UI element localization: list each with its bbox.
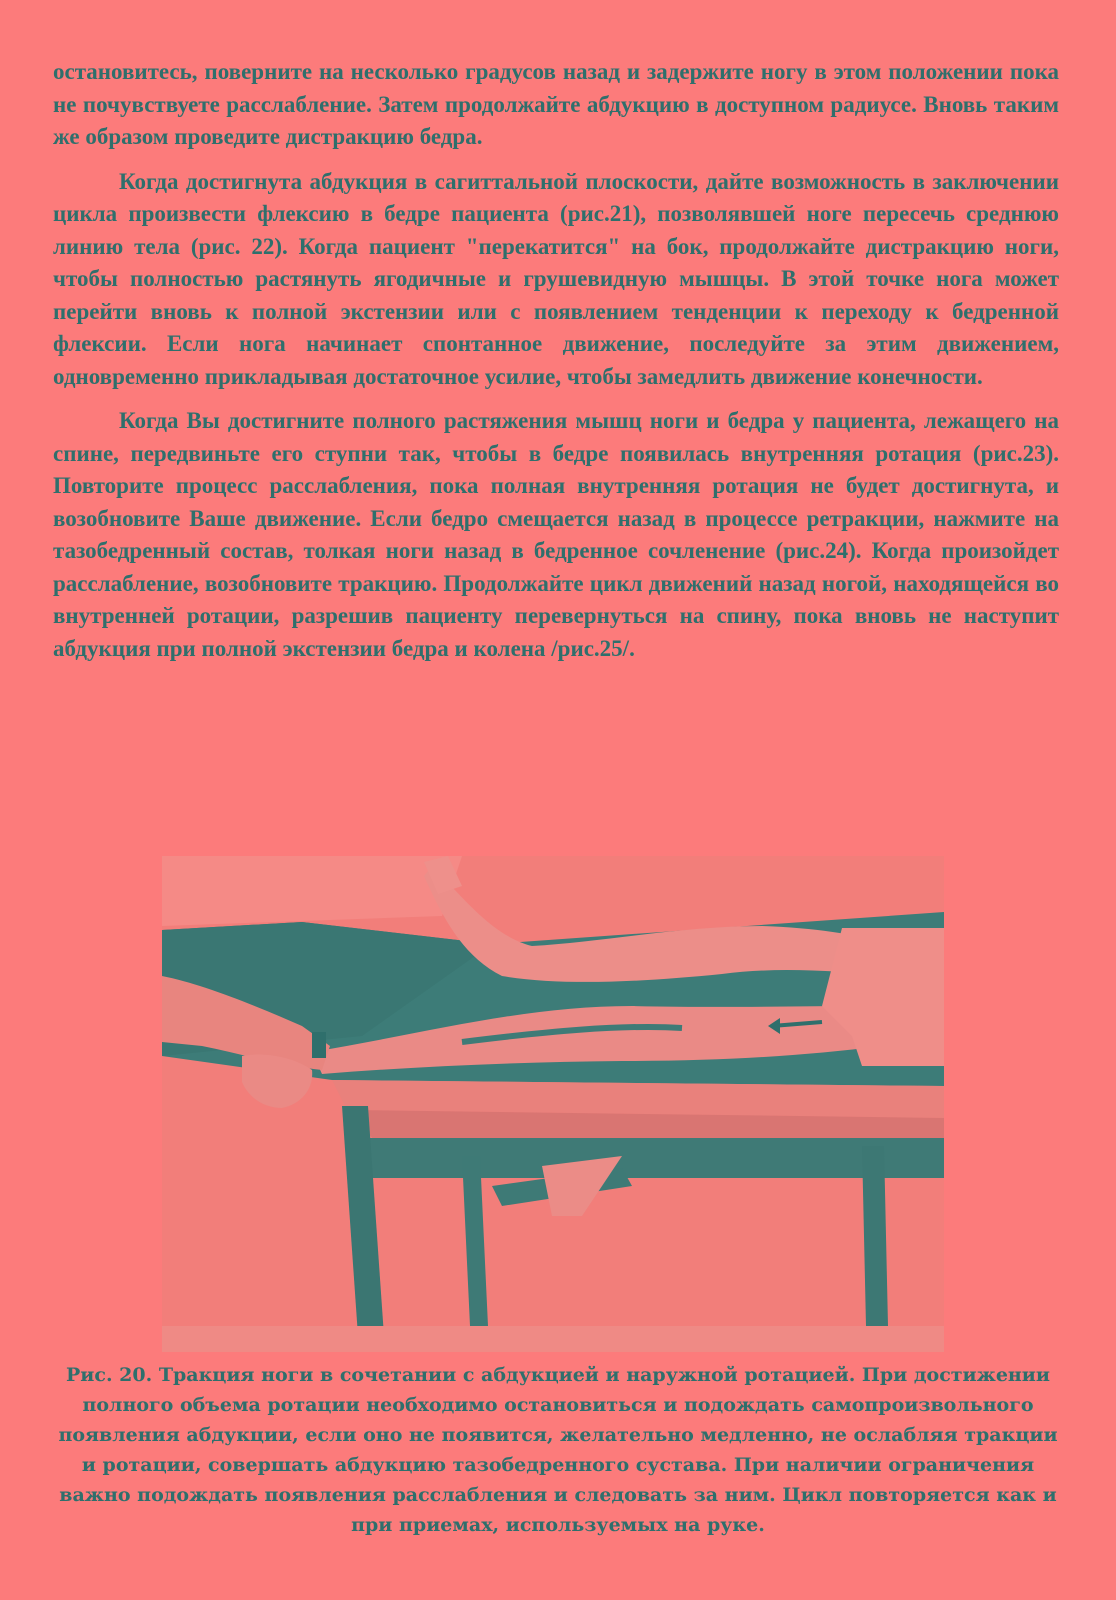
paragraph-3: Когда Вы достигните полного растяжения мышц ноги и бедра у пациента, лежащего на спине, передвиньте его ступни так, чтобы в бедре появилась внутренняя ротация (рис.23). Повторите процесс расслабления, пока полная внутренняя ротация не будет достигнута, и возобновите Ваше движение. Если бедро смещается назад в процессе ретракции, нажмите на тазобедренный состав, толкая ноги назад в бедренное сочленение (рис.24). Когда произойдет расслабление, возобновите тракцию. Продолжайте цикл движений назад ногой, находящейся во внутренней ротации, разрешив пациенту перевернуться на спину, пока вновь не наступит абдукция при полной экстензии бедра и колена /рис.25/.	[53, 408, 1059, 661]
paragraph-2: Когда достигнута абдукция в сагиттальной плоскости, дайте возможность в заключении цикла произвести флексию в бедре пациента (рис.21), позволявшей ноге пересечь среднюю линию тела (рис. 22). Когда пациент "перекатится" на бок, продолжайте дистракцию ноги, чтобы полностью растянуть ягодичные и грушевидную мышцы. В этой точке нога может перейти вновь к полной экстензии или с появлением тенденции к переходу к бедренной флексии. Если нога начинает спонтанное движение, последуйте за этим движением, одновременно прикладывая достаточное усилие, чтобы замедлить движение конечности.	[53, 168, 1059, 389]
paragraph-1: остановитесь, поверните на несколько градусов назад и задержите ногу в этом положении пока не почувствуете расслабление. Затем продолжайте абдукцию в доступном радиусе. Вновь таким же образом проведите дистракцию бедра.	[53, 59, 1059, 149]
leg-traction-photo	[162, 856, 944, 1352]
figure-photo	[162, 856, 944, 1352]
body-text	[53, 56, 1059, 677]
figure-caption: Рис. 20. Тракция ноги в сочетании с абдукцией и наружной ротацией. При достижении полного объема ротации необходимо остановиться и подождать самопроизвольного появления абдукции, если оно не появится, желательно медленно, не ослабляя тракции и ротации, совершать абдукцию тазобедренного сустава. При наличии ограничения важно подождать появления расслабления и следовать за ним. Цикл повторяется как и при приемах, используемых на руке.	[58, 1364, 1058, 1536]
